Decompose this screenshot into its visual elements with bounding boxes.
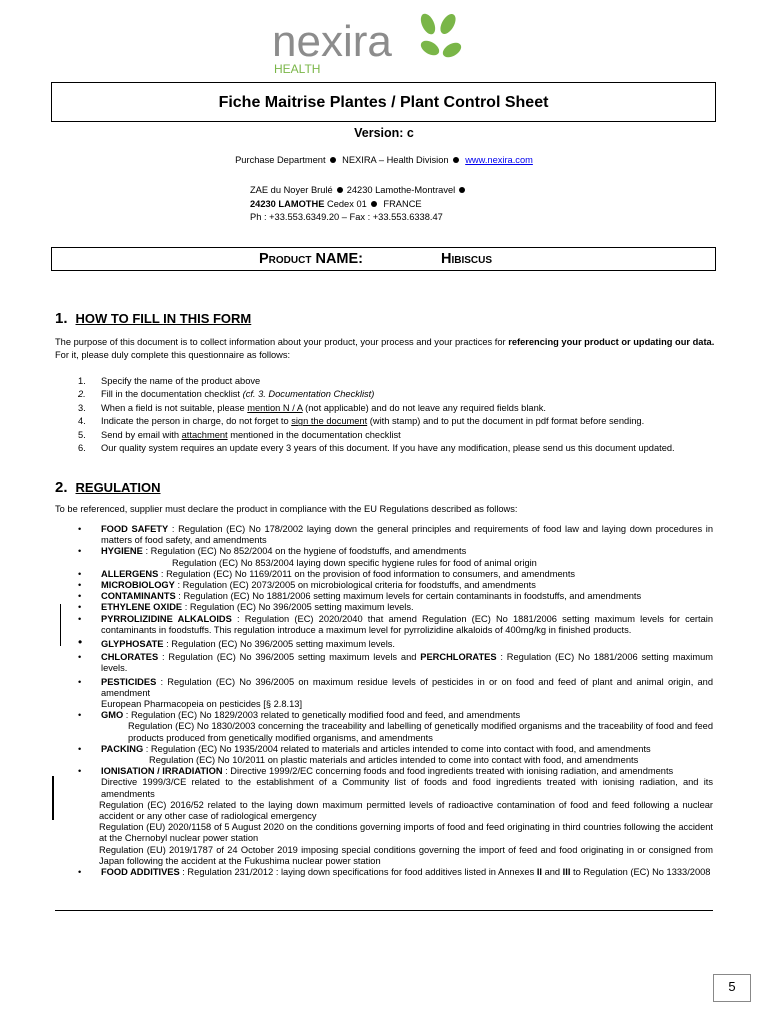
section-divider <box>55 910 713 911</box>
regulation-item-pesticides: • PESTICIDES : Regulation (EC) No 396/2005 on maximum residue levels of pesticides in or on food and feed of plant and animal origin, and amendment European Pharmacopeia on pesticides [§ 2.8.13] <box>78 676 713 710</box>
title-box <box>51 82 716 122</box>
bullet-dot <box>330 157 336 163</box>
document-title: Fiche Maitrise Plantes / Plant Control Sheet <box>218 94 549 111</box>
address-town: 24230 Lamothe-Montravel <box>346 185 456 195</box>
nexira-health-logo <box>268 10 468 76</box>
product-name-label: Product NAME: <box>259 251 363 267</box>
bullet-dot <box>459 187 465 193</box>
regulation-item-gmo: • GMO : Regulation (EC) No 1829/2003 related to genetically modified food and feed, and amendments Regulation (EC) No 1830/2003 concerning the traceability and labelling of genetically modified organisms and the traceability of food and feed products produced from genetically modified organisms, and amendments <box>78 710 713 743</box>
regulation-item-food-additives: • FOOD ADDITIVES : Regulation 231/2012 : laying down specifications for food additives listed in Annexes II and III to Regulation (EC) No 1333/2008 <box>78 867 711 878</box>
logo-subtitle: HEALTH <box>274 62 321 76</box>
logo-wordmark: nexira <box>272 17 392 66</box>
product-name-value: Hibiscus <box>441 251 493 267</box>
address-country: FRANCE <box>383 198 422 209</box>
regulation-item-pyrrolizidine: • PYRROLIZIDINE ALKALOIDS : Regulation (EC) 2020/2040 that amend Regulation (EC) No 1881/2006 setting maximum levels for certain contaminants in foodstuffs. This regulation introduce a maximum level for pyrrolizidine alkaloids of 400mg/kg in finished products. <box>78 613 714 635</box>
regulation-item-microbiology: • MICROBIOLOGY : Regulation (EC) 2073/2005 on microbiological criteria for foodstuffs, and amendments <box>78 580 536 591</box>
address-street: ZAE du Noyer Brulé <box>250 185 333 195</box>
instruction-item: 1. Specify the name of the product above <box>78 376 261 386</box>
section-2-intro: To be referenced, supplier must declare the product in compliance with the EU Regulations described as follows: <box>55 504 518 514</box>
bullet-dot <box>453 157 459 163</box>
section-1-intro <box>55 336 715 362</box>
department: Purchase Department <box>235 155 326 165</box>
regulation-item-contaminants: • CONTAMINANTS : Regulation (EC) No 1881/2006 setting maximum levels for certain contaminants in foodstuffs, and amendments <box>78 591 642 602</box>
version: Version: c <box>354 126 414 140</box>
section-2-heading <box>55 479 161 496</box>
product-name-box <box>51 247 716 271</box>
instructions-list <box>78 375 718 455</box>
intro-bold: referencing your product or updating our data. <box>508 337 715 347</box>
address-block <box>250 184 469 225</box>
division: NEXIRA – Health Division <box>342 155 449 165</box>
section-number: 2. <box>55 479 68 496</box>
regulation-item-chlorates: • CHLORATES : Regulation (EC) No 396/2005 setting maximum levels and PERCHLORATES : Regulation (EC) No 1881/2006 setting maximum levels. <box>78 652 714 674</box>
page-number: 5 <box>713 974 751 1002</box>
regulation-item-glyphosate: • GLYPHOSATE : Regulation (EC) No 396/2005 setting maximum levels. <box>78 635 396 650</box>
website-link[interactable]: www.nexira.com <box>465 155 533 165</box>
regulation-item-allergens: • ALLERGENS : Regulation (EC) No 1169/2011 on the provision of food information to consumers, and amendments <box>78 568 576 579</box>
section-1-heading <box>55 310 251 327</box>
intro-text-2: For it, please duly complete this questionnaire as follows: <box>55 350 291 360</box>
address-city: 24230 LAMOTHE <box>250 198 325 209</box>
section-title: HOW TO FILL IN THIS FORM <box>75 311 252 326</box>
leaf-icon <box>418 11 464 60</box>
section-title: REGULATION <box>75 480 161 495</box>
regulation-item-packing: • PACKING : Regulation (EC) No 1935/2004 related to materials and articles intended to come into contact with food, and amendments Regulation (EC) No 10/2011 on plastic materials and articles intended to come into contact with food, and amendments <box>78 743 651 766</box>
bullet-dot <box>371 201 377 207</box>
regulation-item-hygiene: • HYGIENE : Regulation (EC) No 852/2004 on the hygiene of foodstuffs, and amendments Regulation (EC) No 853/2004 laying down specific hygiene rules for food of animal origin <box>78 546 537 568</box>
instruction-item: 5. Send by email with attachment mentioned in the documentation checklist <box>78 429 401 440</box>
revision-bar <box>60 604 61 646</box>
contact-line <box>0 154 768 166</box>
phone-fax: Ph : +33.553.6349.20 – Fax : +33.553.6338.47 <box>250 212 443 222</box>
bullet-dot <box>337 187 343 193</box>
revision-bar <box>52 776 54 820</box>
section-number: 1. <box>55 310 68 327</box>
regulation-item-ionisation: • IONISATION / IRRADIATION : Directive 1999/2/EC concerning foods and food ingredients treated with ionising radiation, and amendments Directive 1999/3/CE related to the establishment of a Community list of foods and food ingredients treated with ionising radiation, and its amendments Regulation (EC) 2016/52 related to the laying down maximum permitted levels of radioactive contamination of food and feed following a nuclear accident or any other case of radiological emergency Regulation (EU) 2020/1158 of 5 August 2020 on the conditions governing imports of food and feed originating in third countries following the accident at the Chernobyl nuclear power station Regulation (EU) 2019/1787 of 24 October 2019 imposing special conditions governing the import of feed and food originating in or consigned from Japan following the accident at the Fukushima nuclear power station <box>78 766 713 866</box>
instruction-item: 3. When a field is not suitable, please mention N / A (not applicable) and do not leave any required fields blank. <box>78 402 546 413</box>
regulation-list <box>78 524 713 878</box>
regulation-item-food-safety: • FOOD SAFETY : Regulation (EC) No 178/2002 laying down the general principles and requirements of food law and laying down procedures in matters of food safety, and amendments <box>78 524 713 546</box>
instruction-item: 2. Fill in the documentation checklist (cf. 3. Documentation Checklist) <box>78 389 375 400</box>
regulation-item-ethylene-oxide: • ETHYLENE OXIDE : Regulation (EC) No 396/2005 setting maximum levels. <box>78 602 414 613</box>
instruction-item: 6. Our quality system requires an update every 3 years of this document. If you have any modification, please send us this document updated. <box>78 443 675 454</box>
address-cedex: Cedex 01 <box>327 198 367 209</box>
instruction-item: 4. Indicate the person in charge, do not forget to sign the document (with stamp) and to put the document in pdf format before sending. <box>78 416 645 427</box>
intro-text: The purpose of this document is to collect information about your product, your process and your practices for <box>55 337 509 347</box>
